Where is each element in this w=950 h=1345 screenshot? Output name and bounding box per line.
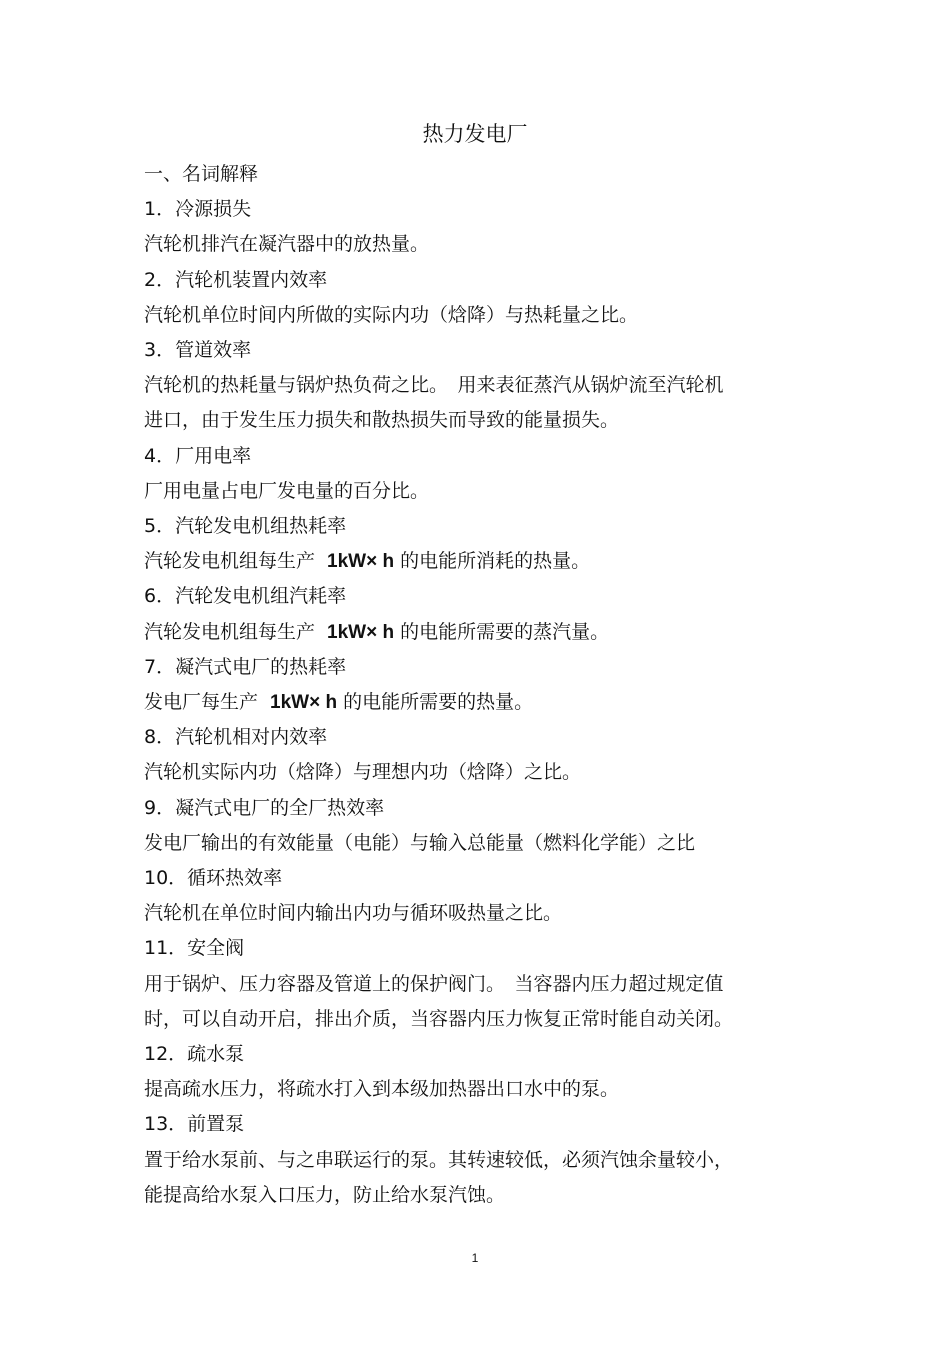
term-heading: 4．厂用电率 bbox=[144, 444, 252, 467]
term-heading: 3．管道效率 bbox=[144, 339, 252, 362]
definition-text: 的电能所需要的热量。 bbox=[343, 691, 534, 714]
term-definition-line: 厂用电量占电厂发电量的百分比。 bbox=[144, 479, 430, 502]
term-heading: 10．循环热效率 bbox=[144, 867, 283, 890]
section-heading: 一、名词解释 bbox=[144, 163, 259, 185]
term-definition-line: 用于锅炉、压力容器及管道上的保护阀门。 当容器内压力超过规定值 bbox=[144, 972, 724, 995]
document-title: 热力发电厂 bbox=[422, 122, 528, 146]
term-definition-line: 汽轮机单位时间内所做的实际内功（焓降）与热耗量之比。 bbox=[144, 303, 639, 326]
definition-text: 汽轮发电机组每生产 bbox=[144, 550, 316, 573]
term-definition-line: 汽轮机在单位时间内输出内功与循环吸热量之比。 bbox=[144, 902, 563, 925]
term-definition-line bbox=[144, 615, 814, 650]
unit-kwh: 1kW× h bbox=[327, 551, 395, 573]
term-heading: 12．疏水泵 bbox=[144, 1043, 245, 1066]
unit-kwh: 1kW× h bbox=[327, 621, 395, 643]
term-definition-line: 汽轮机排汽在凝汽器中的放热量。 bbox=[144, 233, 430, 256]
definition-text: 的电能所消耗的热量。 bbox=[400, 550, 591, 573]
term-definition-line: 汽轮机实际内功（焓降）与理想内功（焓降）之比。 bbox=[144, 761, 582, 784]
term-heading: 8．汽轮机相对内效率 bbox=[144, 726, 328, 749]
term-definition-line: 置于给水泵前、与之串联运行的泵。其转速较低，必须汽蚀余量较小， bbox=[144, 1148, 734, 1171]
term-definition-line: 提高疏水压力，将疏水打入到本级加热器出口水中的泵。 bbox=[144, 1078, 620, 1101]
page-number: 1 bbox=[471, 1251, 479, 1265]
term-heading: 11．安全阀 bbox=[144, 937, 245, 960]
term-heading: 1．冷源损失 bbox=[144, 198, 252, 221]
definition-text: 的电能所需要的蒸汽量。 bbox=[400, 620, 610, 643]
term-heading: 5．汽轮发电机组热耗率 bbox=[144, 515, 347, 538]
term-definition-line: 时，可以自动开启，排出介质，当容器内压力恢复正常时能自动关闭。 bbox=[144, 1007, 734, 1030]
term-definition-line: 汽轮机的热耗量与锅炉热负荷之比。 用来表征蒸汽从锅炉流至汽轮机 bbox=[144, 374, 724, 397]
unit-kwh: 1kW× h bbox=[270, 692, 338, 714]
definition-text: 汽轮发电机组每生产 bbox=[144, 620, 316, 643]
term-definition-line: 能提高给水泵入口压力，防止给水泵汽蚀。 bbox=[144, 1183, 506, 1206]
definition-text: 发电厂每生产 bbox=[144, 691, 259, 714]
term-definition-line bbox=[144, 544, 814, 579]
term-definition-line: 发电厂输出的有效能量（电能）与输入总能量（燃料化学能）之比 bbox=[144, 831, 696, 854]
term-heading: 9．凝汽式电厂的全厂热效率 bbox=[144, 796, 385, 819]
document-body bbox=[144, 157, 814, 1213]
term-heading: 6．汽轮发电机组汽耗率 bbox=[144, 585, 347, 608]
term-heading: 7．凝汽式电厂的热耗率 bbox=[144, 655, 347, 678]
term-heading: 2．汽轮机装置内效率 bbox=[144, 268, 328, 291]
term-definition-line bbox=[144, 685, 814, 720]
term-definition-line: 进口，由于发生压力损失和散热损失而导致的能量损失。 bbox=[144, 409, 620, 432]
term-heading: 13．前置泵 bbox=[144, 1113, 245, 1136]
